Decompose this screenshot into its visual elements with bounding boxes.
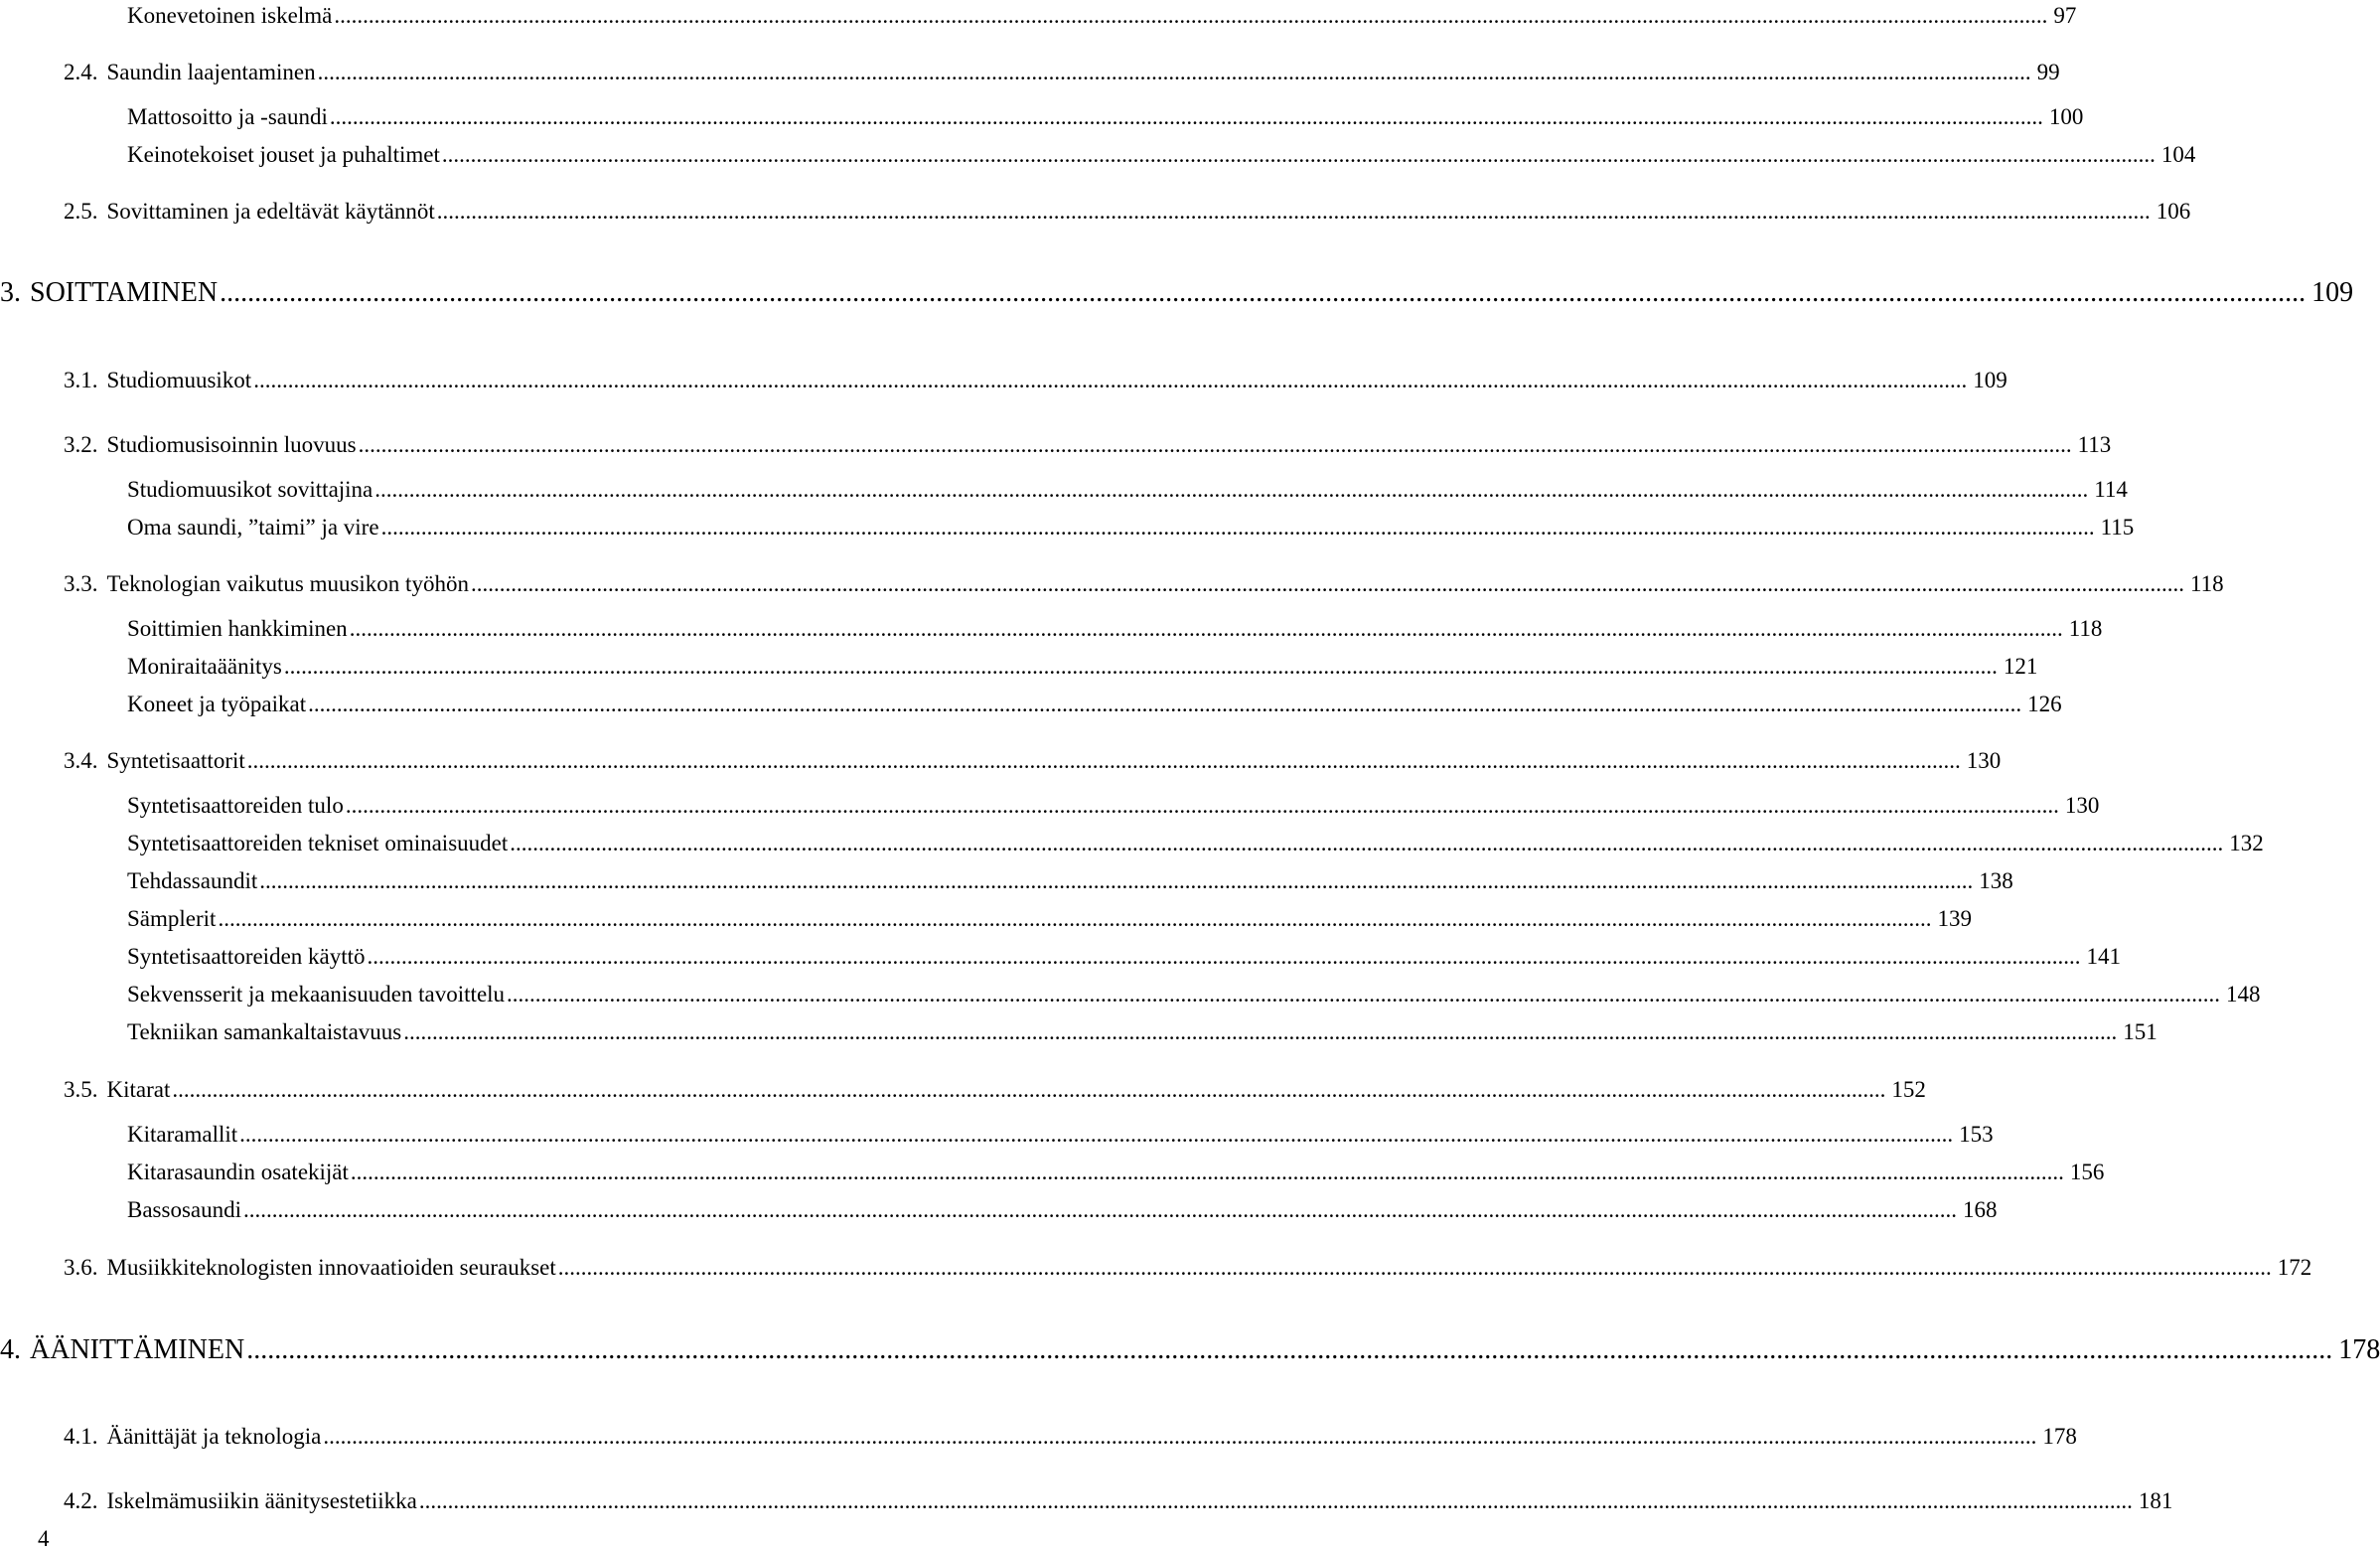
toc-entry-title: Konevetoinen iskelmä [127, 3, 333, 28]
toc-entry [127, 868, 2013, 893]
toc-entry [64, 748, 2002, 773]
toc-entry-page: 141 [2086, 944, 2122, 969]
toc-entry-page: 151 [2123, 1019, 2157, 1044]
toc-entry-page: 126 [2027, 692, 2062, 716]
toc-entry-title: Syntetisaattoreiden tekniset ominaisuudet [127, 831, 509, 855]
page-number: 4 [38, 1526, 50, 1551]
toc-entry-title: Saundin laajentaminen [106, 60, 316, 84]
dot-leader: ............................................................................................................................................................................................................................................................................................................ [246, 748, 1961, 773]
toc-entry [127, 477, 2128, 502]
dot-leader: ............................................................................................................................................................................................................................................................................................................ [350, 1160, 2064, 1184]
toc-entry [64, 1424, 2077, 1449]
toc-entry [64, 571, 2224, 596]
dot-leader: ............................................................................................................................................................................................................................................................................................................ [418, 1488, 2133, 1513]
toc-entry-page: 113 [2077, 432, 2112, 457]
toc-entry-chapter [0, 277, 2354, 308]
dot-leader: ............................................................................................................................................................................................................................................................................................................ [403, 1019, 2118, 1044]
toc-entry-page: 118 [2189, 571, 2224, 596]
toc-entry [64, 60, 2060, 84]
dot-leader: ............................................................................................................................................................................................................................................................................................................ [374, 477, 2089, 502]
toc-entry-number: 4. [0, 1334, 21, 1365]
dot-leader: ............................................................................................................................................................................................................................................................................................................ [470, 571, 2184, 596]
dot-leader: ............................................................................................................................................................................................................................................................................................................ [358, 432, 2072, 457]
toc-entry [127, 104, 2084, 129]
dot-leader: ............................................................................................................................................................................................................................................................................................................ [218, 906, 1932, 931]
toc-entry-title: Kitarat [106, 1077, 171, 1102]
toc-entry-title: Mattosoitto ja -saundi [127, 104, 328, 129]
toc-entry [127, 982, 2261, 1007]
toc-entry-page: 130 [2064, 793, 2100, 818]
toc-entry [127, 616, 2103, 641]
dot-leader: ............................................................................................................................................................................................................................................................................................................ [441, 142, 2156, 167]
dot-leader: ............................................................................................................................................................................................................................................................................................................ [436, 199, 2151, 224]
toc-entry-page: 115 [2100, 515, 2135, 540]
toc-entry-number: 2.5. [64, 199, 98, 224]
dot-leader: ............................................................................................................................................................................................................................................................................................................ [507, 982, 2221, 1007]
toc-entry-title: SOITTAMINEN [30, 277, 219, 308]
toc-entry-title: Studiomusisoinnin luovuus [106, 432, 357, 457]
toc-entry [127, 793, 2100, 818]
toc-entry-number: 4.2. [64, 1488, 98, 1513]
dot-leader: ............................................................................................................................................................................................................................................................................................................ [308, 692, 2022, 716]
toc-entry [64, 1077, 1926, 1102]
toc-entry-page: 130 [1966, 748, 2002, 773]
toc-entry-title: Keinotekoiset jouset ja puhaltimet [127, 142, 440, 167]
toc-entry-title: Tekniikan samankaltaistavuus [127, 1019, 402, 1044]
dot-leader: ............................................................................................................................................................................................................................................................................................................ [253, 368, 1968, 392]
toc-entry-title: Sovittaminen ja edeltävät käytännöt [106, 199, 435, 224]
toc-entry [64, 199, 2191, 224]
toc-entry [127, 1160, 2105, 1184]
toc-entry [64, 432, 2112, 457]
toc-entry-title: Oma saundi, ”taimi” ja vire [127, 515, 379, 540]
toc-entry-title: Teknologian vaikutus muusikon työhön [106, 571, 469, 596]
toc-entry-title: Bassosaundi [127, 1197, 241, 1222]
dot-leader: ............................................................................................................................................................................................................................................................................................................ [367, 944, 2081, 969]
dot-leader: ............................................................................................................................................................................................................................................................................................................ [283, 654, 1998, 679]
toc-entry-page: 97 [2053, 3, 2077, 28]
toc-entry-page: 172 [2277, 1255, 2312, 1280]
dot-leader: ............................................................................................................................................................................................................................................................................................................ [317, 60, 2031, 84]
toc-entry-title: Sekvensserit ja mekaanisuuden tavoittelu [127, 982, 506, 1007]
dot-leader: ............................................................................................................................................................................................................................................................................................................ [510, 831, 2224, 855]
toc-entry-page: 153 [1959, 1122, 1994, 1147]
toc-entry [127, 1122, 1994, 1147]
toc-entry-title: Äänittäjät ja teknologia [106, 1424, 322, 1449]
dot-leader: ............................................................................................................................................................................................................................................................................................................ [380, 515, 2095, 540]
toc-entry-title: Musiikkiteknologisten innovaatioiden seuraukset [106, 1255, 556, 1280]
toc-entry-number: 3.3. [64, 571, 98, 596]
toc-entry [127, 515, 2135, 540]
toc-entry [64, 1488, 2173, 1513]
toc-entry-title: Tehdassaundit [127, 868, 258, 893]
dot-leader: ............................................................................................................................................................................................................................................................................................................ [345, 793, 2059, 818]
toc-entry-page: 156 [2069, 1160, 2105, 1184]
toc-entry-page: 100 [2048, 104, 2084, 129]
toc-entry-number: 3.4. [64, 748, 98, 773]
toc-entry-title: Syntetisaattoreiden tulo [127, 793, 344, 818]
toc-entry-page: 181 [2138, 1488, 2173, 1513]
toc-entry-page: 118 [2068, 616, 2103, 641]
toc-entry-number: 3.6. [64, 1255, 98, 1280]
toc-entry-chapter [0, 1334, 2380, 1365]
toc-entry [127, 906, 1972, 931]
toc-entry-page: 168 [1963, 1197, 1998, 1222]
toc-entry-number: 4.1. [64, 1424, 98, 1449]
toc-entry-page: 109 [1973, 368, 2008, 392]
toc-entry [127, 142, 2196, 167]
toc-entry-page: 178 [2338, 1334, 2380, 1365]
toc-entry-title: Kitarasaundin osatekijät [127, 1160, 349, 1184]
toc-entry-number: 2.4. [64, 60, 98, 84]
toc-entry-title: Kitaramallit [127, 1122, 238, 1147]
toc-entry-title: ÄÄNITTÄMINEN [30, 1334, 245, 1365]
toc-entry-title: Studiomuusikot [106, 368, 252, 392]
toc-entry [127, 3, 2077, 28]
toc-entry-page: 152 [1891, 1077, 1926, 1102]
dot-leader: ............................................................................................................................................................................................................................................................................................................ [334, 3, 2048, 28]
dot-leader: ............................................................................................................................................................................................................................................................................................................ [259, 868, 1974, 893]
toc-entry-title: Iskelmämusiikin äänitysestetiikka [106, 1488, 417, 1513]
toc-entry [127, 1019, 2157, 1044]
toc-entry-page: 114 [2094, 477, 2128, 502]
toc-entry-title: Koneet ja työpaikat [127, 692, 307, 716]
toc-entry-title: Syntetisaattorit [106, 748, 245, 773]
toc-entry-page: 178 [2042, 1424, 2077, 1449]
toc-entry-page: 109 [2311, 277, 2354, 308]
toc-entry-title: Syntetisaattoreiden käyttö [127, 944, 366, 969]
toc-entry [127, 831, 2264, 855]
dot-leader: ............................................................................................................................................................................................................................................................................................................ [243, 1197, 1957, 1222]
toc-entry-title: Sämplerit [127, 906, 217, 931]
dot-leader: ............................................................................................................................................................................................................................................................................................................ [220, 277, 2306, 308]
toc-entry-page: 148 [2226, 982, 2261, 1007]
dot-leader: ............................................................................................................................................................................................................................................................................................................ [172, 1077, 1886, 1102]
toc-entry-page: 104 [2160, 142, 2196, 167]
dot-leader: ............................................................................................................................................................................................................................................................................................................ [557, 1255, 2272, 1280]
toc-entry-page: 106 [2156, 199, 2191, 224]
toc-entry [127, 654, 2038, 679]
toc-entry-page: 121 [2003, 654, 2038, 679]
toc-entry-number: 3.1. [64, 368, 98, 392]
toc-entry [64, 368, 2008, 392]
toc-entry [127, 1197, 1998, 1222]
dot-leader: ............................................................................................................................................................................................................................................................................................................ [349, 616, 2063, 641]
toc-entry [127, 692, 2062, 716]
dot-leader: ............................................................................................................................................................................................................................................................................................................ [246, 1334, 2333, 1365]
toc-entry-number: 3. [0, 277, 21, 308]
toc-entry [64, 1255, 2312, 1280]
dot-leader: ............................................................................................................................................................................................................................................................................................................ [239, 1122, 1954, 1147]
toc-entry-page: 132 [2229, 831, 2264, 855]
toc-entry-title: Studiomuusikot sovittajina [127, 477, 373, 502]
toc-entry-page: 139 [1937, 906, 1972, 931]
toc-entry-page: 99 [2036, 60, 2060, 84]
toc-entry-title: Moniraitaäänitys [127, 654, 282, 679]
toc-entry [127, 944, 2122, 969]
dot-leader: ............................................................................................................................................................................................................................................................................................................ [329, 104, 2043, 129]
toc-entry-number: 3.5. [64, 1077, 98, 1102]
toc-entry-number: 3.2. [64, 432, 98, 457]
toc-entry-page: 138 [1979, 868, 2013, 893]
dot-leader: ............................................................................................................................................................................................................................................................................................................ [323, 1424, 2037, 1449]
toc-entry-title: Soittimien hankkiminen [127, 616, 348, 641]
